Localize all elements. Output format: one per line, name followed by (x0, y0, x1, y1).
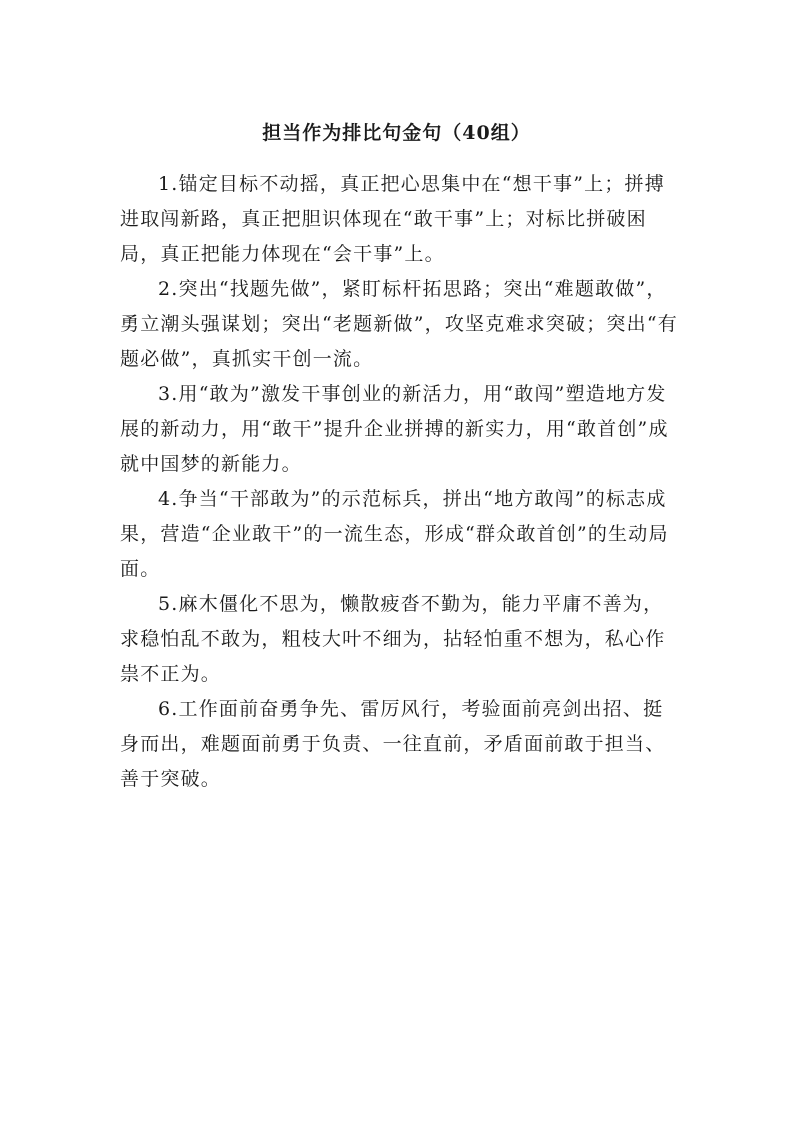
paragraph-4: 4.争当“干部敢为”的示范标兵，拼出“地方敢闯”的标志成果，营造“企业敢干”的一流生态，形成“群众敢首创”的生动局面。 (120, 488, 669, 580)
paragraph-2: 2.突出“找题先做”，紧盯标杆拓思路；突出“难题敢做”，勇立潮头强谋划；突出“老题新做”，攻坚克难求突破；突出“有题必做”，真抓实干创一流。 (120, 278, 678, 370)
paragraph-3: 3.用“敢为”激发干事创业的新活力，用“敢闯”塑造地方发展的新动力，用“敢干”提升企业拼搏的新实力，用“敢首创”成就中国梦的新能力。 (120, 383, 669, 475)
paragraph-6: 6.工作面前奋勇争先、雷厉风行，考验面前亮剑出招、挺身而出，难题面前勇于负责、一往直前，矛盾面前敢于担当、善于突破。 (120, 698, 666, 790)
document-body (120, 167, 680, 797)
paragraph-5: 5.麻木僵化不思为，懒散疲沓不勤为，能力平庸不善为，求稳怕乱不敢为，粗枝大叶不细为，拈轻怕重不想为，私心作祟不正为。 (120, 593, 666, 685)
document-title: 担当作为排比句金句（40组） (262, 122, 531, 144)
paragraph-1: 1.锚定目标不动摇，真正把心思集中在“想干事”上；拼搏进取闯新路，真正把胆识体现在“敢干事”上；对标比拼破困局，真正把能力体现在“会干事”上。 (120, 173, 665, 265)
